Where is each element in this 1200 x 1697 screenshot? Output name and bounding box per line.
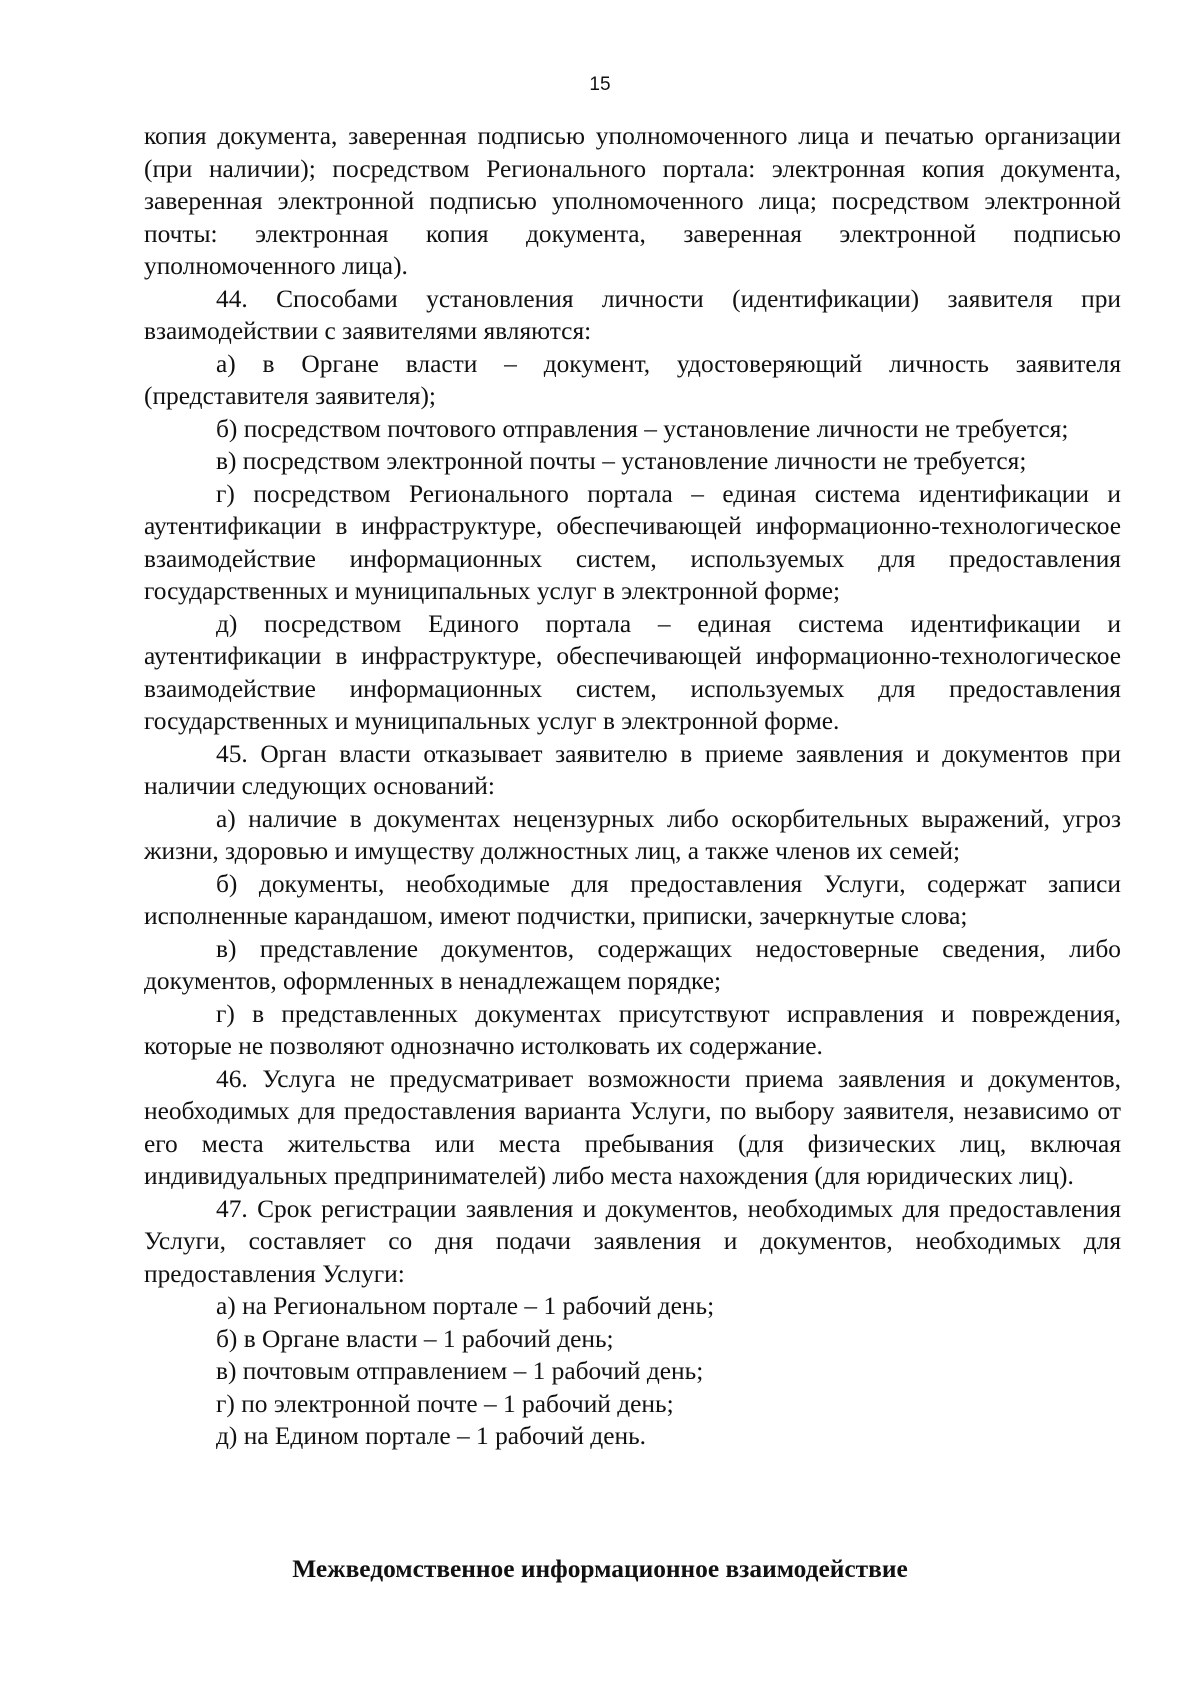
paragraph-44-b: б) посредством почтового отправления – установление личности не требуется; xyxy=(216,414,1069,443)
paragraph-47-b: б) в Органе власти – 1 рабочий день; xyxy=(216,1324,614,1353)
paragraph-47-g: г) по электронной почте – 1 рабочий день; xyxy=(216,1389,674,1418)
paragraph-44-g: г) посредством Регионального портала – единая система идентификации и аутентификации в инфраструктуре, обеспечивающей информационно-технологическое взаимодействие информационных систем, используемых для предоставления государственных и муниципальных услуг в электронной форме; xyxy=(144,479,1121,605)
paragraph-45-g: г) в представленных документах присутствуют исправления и повреждения, которые не позволяют однозначно истолковать их содержание. xyxy=(144,999,1121,1060)
paragraph-44-a: а) в Органе власти – документ, удостоверяющий личность заявителя (представителя заявителя); xyxy=(144,349,1121,410)
paragraph-44-d: д) посредством Единого портала – единая система идентификации и аутентификации в инфраструктуре, обеспечивающей информационно-технологическое взаимодействие информационных систем, используемых для предоставления государственных и муниципальных услуг в электронной форме. xyxy=(144,609,1121,735)
paragraph-45-v: в) представление документов, содержащих недостоверные сведения, либо документов, оформленных в ненадлежащем порядке; xyxy=(144,934,1121,995)
paragraph-45-a: а) наличие в документах нецензурных либо оскорбительных выражений, угроз жизни, здоровью и имуществу должностных лиц, а также членов их семей; xyxy=(144,804,1121,865)
paragraph-46: 46. Услуга не предусматривает возможности приема заявления и документов, необходимых для предоставления варианта Услуги, по выбору заявителя, независимо от его места жительства или места пребывания (для физических лиц, включая индивидуальных предпринимателей) либо места нахождения (для юридических лиц). xyxy=(144,1064,1121,1190)
paragraph-44: 44. Способами установления личности (идентификации) заявителя при взаимодействии с заявителями являются: xyxy=(144,284,1121,345)
paragraph-47-d: д) на Едином портале – 1 рабочий день. xyxy=(216,1422,646,1450)
document-body xyxy=(144,120,1121,1453)
paragraph-47-v: в) почтовым отправлением – 1 рабочий день; xyxy=(216,1357,704,1385)
page-number: 15 xyxy=(589,74,611,95)
paragraph-45-b: б) документы, необходимые для предоставления Услуги, содержат записи исполненные карандашом, имеют подчистки, приписки, зачеркнутые слова; xyxy=(144,869,1121,930)
paragraph-continuation: копия документа, заверенная подписью уполномоченного лица и печатью организации (при наличии); посредством Регионального портала: электронная копия документа, заверенная электронной подписью уполномоченного лица; посредством электронной почты: электронная копия документа, заверенная электронной подписью уполномоченного лица). xyxy=(144,122,1121,280)
paragraph-45: 45. Орган власти отказывает заявителю в приеме заявления и документов при наличии следующих оснований: xyxy=(144,739,1121,800)
paragraph-47: 47. Срок регистрации заявления и документов, необходимых для предоставления Услуги, составляет со дня подачи заявления и документов, необходимых для предоставления Услуги: xyxy=(144,1194,1121,1288)
paragraph-44-v: в) посредством электронной почты – установление личности не требуется; xyxy=(216,447,1027,475)
section-heading: Межведомственное информационное взаимодействие xyxy=(292,1555,908,1583)
paragraph-47-a: а) на Региональном портале – 1 рабочий день; xyxy=(216,1292,715,1320)
